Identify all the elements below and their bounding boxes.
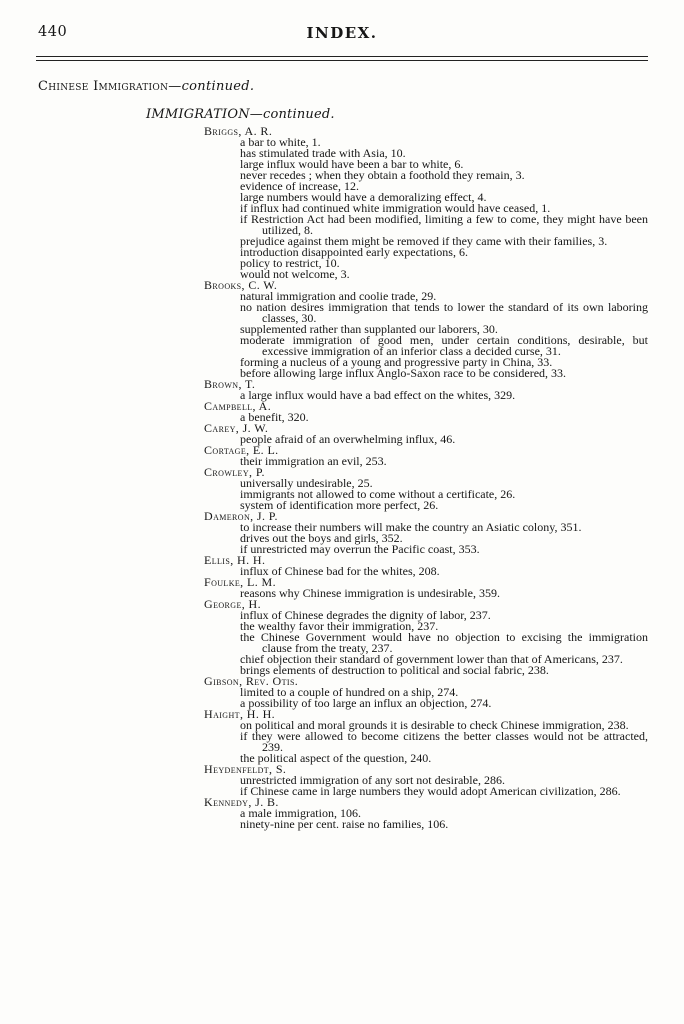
subsection-heading: IMMIGRATION—continued. [146,107,335,122]
index-subentry: limited to a couple of hundred on a ship, 274. [240,685,459,699]
index-subentry: supplemented rather than supplanted our laborers, 30. [240,322,498,336]
index-subentry: if influx had continued white immigration would have ceased, 1. [240,201,551,215]
index-entry-name: Brown, T. [204,377,256,391]
index-entry-name: Dameron, J. P. [204,509,278,523]
index-subentry: influx of Chinese bad for the whites, 208. [240,564,440,578]
index-subentry: has stimulated trade with Asia, 10. [240,146,406,160]
index-subentry: people afraid of an overwhelming influx, 46. [240,432,456,446]
index-entry-name: Foulke, L. M. [204,575,276,589]
index-entry-name: Ellis, H. H. [204,553,266,567]
section-heading-continued: —continued. [168,79,255,94]
index-entry-name: Kennedy, J. B. [204,795,279,809]
index-subentry: the political aspect of the question, 240. [240,751,432,765]
index-subentry: universally undesirable, 25. [240,476,373,490]
index-subentry: the wealthy favor their immigration, 237. [240,619,439,633]
index-subentry: a benefit, 320. [240,410,309,424]
index-subentry: large influx would have been a bar to white, 6. [240,157,464,171]
header-rule-top [36,56,648,57]
index-subentry: prejudice against them might be removed if they came with their families, 3. [240,234,608,248]
index-subentry: if they were allowed to become citizens the better classes would not be attracted, 239. [240,729,648,754]
page-number: 440 [38,24,68,40]
section-heading [38,79,254,94]
header-rule-bottom [36,60,648,61]
index-entry-name: Heydenfeldt, S. [204,762,287,776]
index-subentry: before allowing large influx Anglo-Saxon race to be considered, 33. [240,366,567,380]
index-subentry: immigrants not allowed to come without a certificate, 26. [240,487,516,501]
index-subentry: a bar to white, 1. [240,135,321,149]
index-subentry: the Chinese Government would have no objection to excising the immigration clause from the treaty, 237. [240,630,648,655]
index-entry-name: Gibson, Rev. Otis. [204,674,299,688]
index-subentry: a possibility of too large an influx an objection, 274. [240,696,492,710]
index-subentry: their immigration an evil, 253. [240,454,387,468]
index-subentry: if Restriction Act had been modified, limiting a few to come, they might have been utilized, 8. [240,212,648,237]
index-subentry: forming a nucleus of a young and progressive party in China, 33. [240,355,553,369]
index-entry-name: Carey, J. W. [204,421,269,435]
index-entry-name: Cortage, E. L. [204,443,279,457]
index-subentry: reasons why Chinese immigration is undesirable, 359. [240,586,500,600]
index-subentry: large numbers would have a demoralizing effect, 4. [240,190,487,204]
index-entry-name: Haight, H. H. [204,707,276,721]
index-subentry: ninety-nine per cent. raise no families, 106. [240,817,449,831]
index-subentry: natural immigration and coolie trade, 29. [240,289,437,303]
index-subentry: chief objection their standard of government lower than that of Americans, 237. [240,652,623,666]
index-subentry: influx of Chinese degrades the dignity of labor, 237. [240,608,491,622]
section-heading-title: Chinese Immigration [38,79,169,94]
index-subentry: no nation desires immigration that tends to lower the standard of its own laboring classes, 30. [240,300,648,325]
running-head: INDEX. [306,24,378,42]
index-subentry: on political and moral grounds it is desirable to check Chinese immigration, 238. [240,718,629,732]
index-entry-name: Campbell, A. [204,399,272,413]
index-subentry: if Chinese came in large numbers they would adopt American civilization, 286. [240,784,621,798]
index-subentry: brings elements of destruction to political and social fabric, 238. [240,663,549,677]
index-entry-name: George, H. [204,597,261,611]
index-subentry: unrestricted immigration of any sort not desirable, 286. [240,773,505,787]
index-subentry: moderate immigration of good men, under certain conditions, desirable, but excessive immigration of an inferior class a decided curse, 31. [240,333,648,358]
index-subentry: policy to restrict, 10. [240,256,340,270]
index-subentry: would not welcome, 3. [240,267,350,281]
index-entry-name: Brooks, C. W. [204,278,278,292]
index-entry-name: Briggs, A. R. [204,124,273,138]
index-entries [204,126,648,830]
index-subentry: evidence of increase, 12. [240,179,359,193]
index-subentry: system of identification more perfect, 26. [240,498,439,512]
index-subentry: if unrestricted may overrun the Pacific coast, 353. [240,542,480,556]
index-subentry: a male immigration, 106. [240,806,361,820]
index-subentry: drives out the boys and girls, 352. [240,531,403,545]
index-entry-name: Crowley, P. [204,465,265,479]
index-subentry: never recedes ; when they obtain a foothold they remain, 3. [240,168,525,182]
index-subentry: a large influx would have a bad effect on the whites, 329. [240,388,516,402]
index-subentry: to increase their numbers will make the country an Asiatic colony, 351. [240,520,582,534]
index-subentry: introduction disappointed early expectations, 6. [240,245,468,259]
